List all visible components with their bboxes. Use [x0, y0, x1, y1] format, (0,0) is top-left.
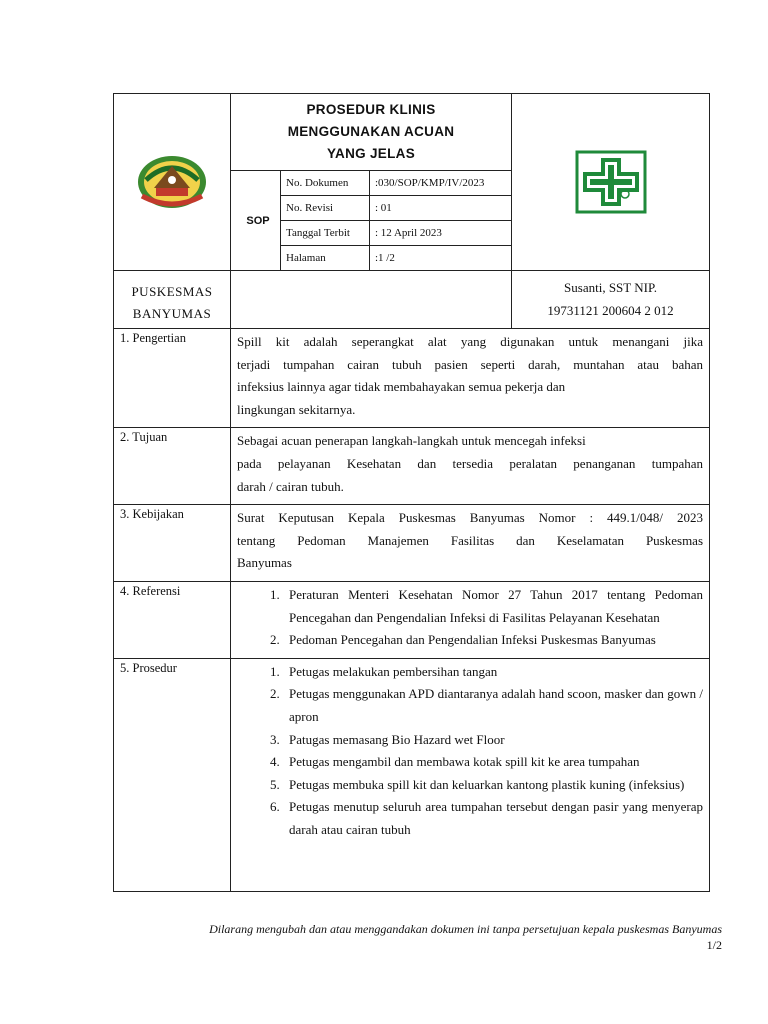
- title-line-1: PROSEDUR KLINIS: [306, 102, 436, 117]
- meta-label-halaman: Halaman: [281, 246, 370, 271]
- signer-name: Susanti, SST NIP.: [564, 280, 657, 295]
- meta-value-halaman: :1 /2: [370, 246, 512, 271]
- puskesmas-cross-logo-icon: [575, 150, 647, 214]
- section-content-pengertian: [231, 329, 710, 428]
- section-content-prosedur: [231, 658, 710, 891]
- pengertian-line-2: terjadi tumpahan cairan tubuh pasien seperti darah, muntahan atau bahan: [237, 356, 704, 372]
- section-label-kebijakan: 3. Kebijakan: [114, 505, 231, 582]
- organization-name: [114, 271, 231, 329]
- list-item: 2. Petugas menggunakan APD diantaranya adalah hand scoon, masker dan gown / apron: [283, 683, 703, 728]
- tujuan-line-2: pada pelayanan Kesehatan dan tersedia peralatan penanganan tumpahan: [237, 455, 704, 471]
- sop-document: [113, 93, 709, 892]
- section-label-tujuan: 2. Tujuan: [114, 428, 231, 505]
- meta-label-tanggal-terbit: Tanggal Terbit: [281, 221, 370, 246]
- list-item: 1. Peraturan Menteri Kesehatan Nomor 27 Tahun 2017 tentang Pedoman Pencegahan dan Pengendalian Infeksi di Fasilitas Pelayanan Kesehatan: [283, 584, 703, 629]
- document-title: [231, 94, 512, 171]
- pengertian-line-4: lingkungan sekitarnya.: [237, 401, 356, 417]
- section-content-kebijakan: [231, 505, 710, 582]
- meta-label-no-revisi: No. Revisi: [281, 196, 370, 221]
- section-content-referensi: [231, 581, 710, 658]
- footer-notice: Dilarang mengubah dan atau menggandakan dokumen ini tanpa persetujuan kepala puskesmas Banyumas: [209, 922, 722, 936]
- pengertian-line-3: infeksius lainnya agar tidak membahayakan semua pekerja dan: [237, 379, 566, 395]
- list-item: 1. Petugas melakukan pembersihan tangan: [283, 661, 703, 684]
- list-item: 4. Petugas mengambil dan membawa kotak spill kit ke area tumpahan: [283, 751, 703, 774]
- sop-table: [113, 93, 710, 892]
- signer-nip: 19731121 200604 2 012: [547, 303, 674, 318]
- list-item: 5. Petugas membuka spill kit dan keluarkan kantong plastik kuning (infeksius): [283, 774, 703, 797]
- org-line-1: PUSKESMAS: [131, 284, 213, 299]
- kebijakan-line-2: tentang Pedoman Manajemen Fasilitas dan Keselamatan Puskesmas: [237, 532, 704, 548]
- kebijakan-line-1: Surat Keputusan Kepala Puskesmas Banyumas Nomor : 449.1/048/ 2023: [237, 510, 704, 526]
- title-line-3: YANG JELAS: [326, 146, 416, 161]
- meta-value-no-dokumen: :030/SOP/KMP/IV/2023: [370, 171, 512, 196]
- list-item: 3. Patugas memasang Bio Hazard wet Floor: [283, 729, 703, 752]
- pengertian-line-1: Spill kit adalah seperangkat alat yang digunakan untuk menangani jika: [237, 334, 704, 349]
- regency-logo-cell: [114, 94, 231, 271]
- banyumas-regency-emblem-icon: [134, 150, 210, 214]
- signature-cell: [231, 271, 512, 329]
- prosedur-list: [237, 661, 703, 842]
- list-item: 6. Petugas menutup seluruh area tumpahan tersebut dengan pasir yang menyerap darah atau cairan tubuh: [283, 796, 703, 841]
- puskesmas-logo-cell: [512, 94, 710, 271]
- section-label-referensi: 4. Referensi: [114, 581, 231, 658]
- meta-value-no-revisi: : 01: [370, 196, 512, 221]
- list-item: 2. Pedoman Pencegahan dan Pengendalian Infeksi Puskesmas Banyumas: [283, 629, 703, 652]
- tujuan-line-3: darah / cairan tubuh.: [237, 478, 344, 494]
- org-line-2: BANYUMAS: [132, 306, 212, 321]
- sop-label: SOP: [231, 171, 281, 271]
- referensi-list: [237, 584, 703, 652]
- section-label-prosedur: 5. Prosedur: [114, 658, 231, 891]
- title-line-2: MENGGUNAKAN ACUAN: [287, 124, 455, 139]
- meta-value-tanggal-terbit: : 12 April 2023: [370, 221, 512, 246]
- signer-info: [512, 271, 710, 329]
- page-number: 1/2: [706, 938, 722, 952]
- meta-label-no-dokumen: No. Dokumen: [281, 171, 370, 196]
- section-content-tujuan: [231, 428, 710, 505]
- section-label-pengertian: 1. Pengertian: [114, 329, 231, 428]
- kebijakan-line-3: Banyumas: [237, 555, 292, 571]
- tujuan-line-1: Sebagai acuan penerapan langkah-langkah untuk mencegah infeksi: [237, 433, 586, 449]
